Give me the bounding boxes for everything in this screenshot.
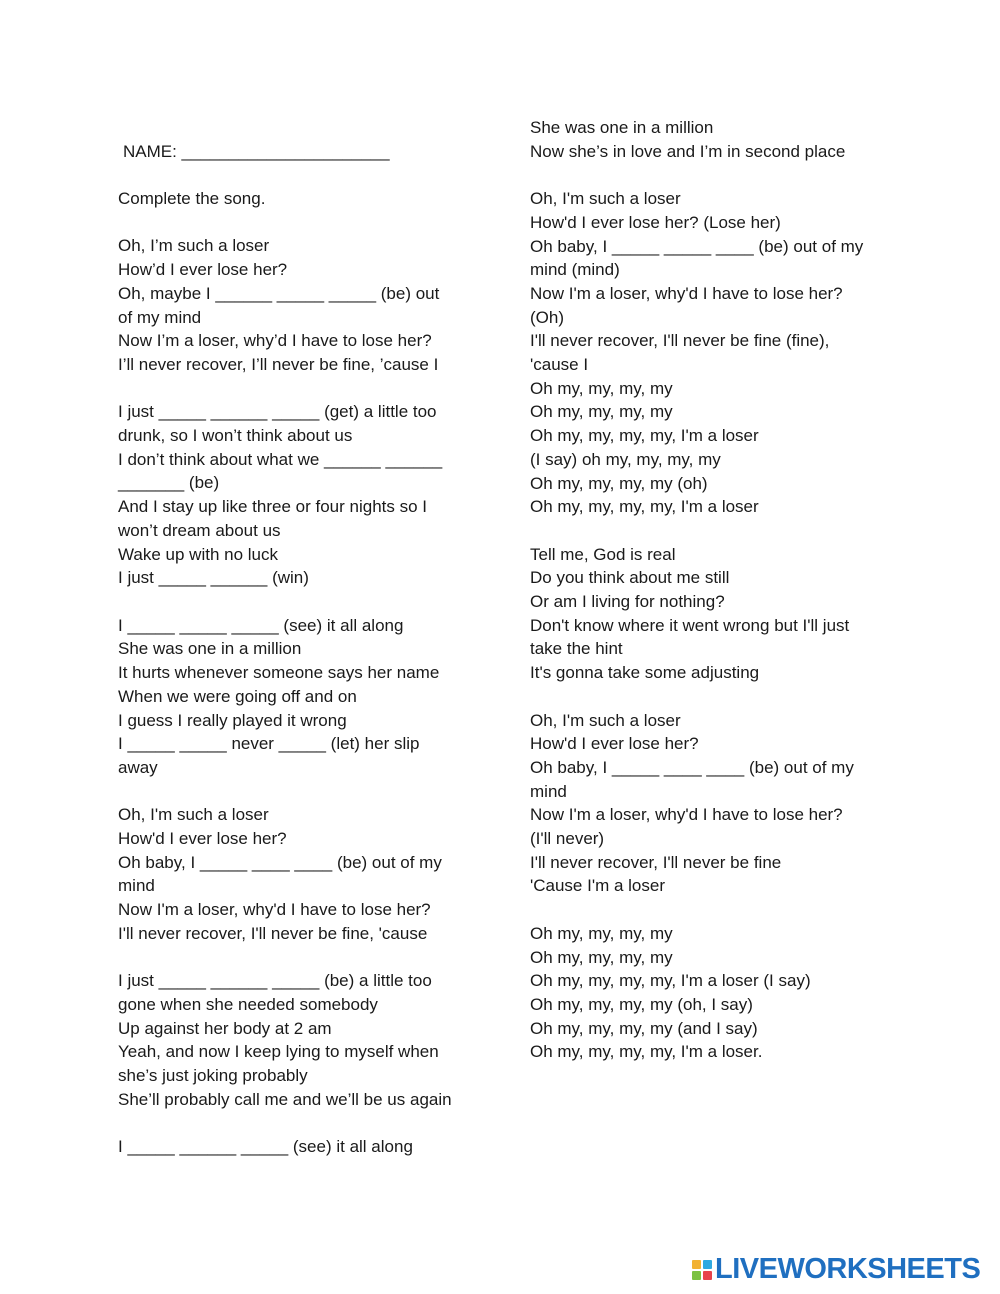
stanza-gap: [530, 519, 895, 543]
lyric-line: Don't know where it went wrong but I'll just: [530, 615, 850, 635]
lyric-line: away: [118, 757, 158, 777]
lyric-line: She was one in a million: [118, 639, 302, 659]
lyric-line: Oh my, my, my, my: [530, 378, 673, 398]
lyric-line: I'll never recover, I'll never be fine, 'cause: [118, 923, 428, 943]
lyric-line: Oh my, my, my, my, I'm a loser.: [530, 1042, 763, 1062]
lyric-line: I _____ _____ _____ (see) it all along: [118, 615, 404, 635]
stanza-gap: [118, 590, 478, 614]
lyric-line: Yeah, and now I keep lying to myself when: [118, 1042, 439, 1062]
lyric-line: Oh baby, I _____ ____ ____ (be) out of my: [530, 757, 854, 777]
lyric-line: gone when she needed somebody: [118, 994, 378, 1014]
lyric-line: Tell me, God is real: [530, 544, 676, 564]
name-field[interactable]: NAME: ______________________: [123, 141, 390, 161]
lyric-line: Oh baby, I _____ ____ ____ (be) out of my: [118, 852, 442, 872]
lyric-line: Oh my, my, my, my (and I say): [530, 1018, 758, 1038]
left-column: [118, 116, 478, 1159]
stanza-gap: [118, 211, 478, 235]
lyric-line: 'cause I: [530, 355, 589, 375]
lyric-line: Oh, I'm such a loser: [530, 710, 681, 730]
lyric-line: I'll never recover, I'll never be fine: [530, 852, 782, 872]
lyric-line: I just _____ ______ _____ (get) a little too: [118, 402, 437, 422]
lyric-line: (I say) oh my, my, my, my: [530, 449, 721, 469]
lyric-line: drunk, so I won’t think about us: [118, 426, 353, 446]
lyric-line: Oh, I’m such a loser: [118, 236, 270, 256]
right-column: [530, 116, 895, 1064]
lyric-line: Do you think about me still: [530, 568, 730, 588]
logo-text: LIVEWORKSHEETS: [715, 1253, 981, 1285]
lyric-line: Oh my, my, my, my, I'm a loser: [530, 497, 759, 517]
lyric-line: Oh, I'm such a loser: [530, 189, 681, 209]
lyric-line: She was one in a million: [530, 118, 714, 137]
stanza-gap: [118, 116, 478, 140]
lyric-line: How’d I ever lose her?: [118, 260, 288, 280]
logo-icon: [692, 1260, 712, 1280]
lyric-line: Oh my, my, my, my (oh): [530, 473, 708, 493]
lyric-line: Oh, I'm such a loser: [118, 805, 269, 825]
lyric-line: I'll never recover, I'll never be fine (fine),: [530, 331, 830, 351]
lyric-line: How'd I ever lose her?: [118, 829, 287, 848]
lyric-line: I just _____ ______ _____ (be) a little too: [118, 971, 432, 991]
lyric-line: Oh my, my, my, my, I'm a loser: [530, 426, 759, 446]
lyric-line: I don’t think about what we ______ ______: [118, 449, 443, 469]
lyric-line: Oh my, my, my, my: [530, 923, 673, 943]
stanza-gap: [118, 780, 478, 804]
lyric-line: Now she’s in love and I’m in second place: [530, 141, 846, 161]
lyric-line: I’ll never recover, I’ll never be fine, ’cause I: [118, 354, 439, 374]
lyric-line: mind (mind): [530, 260, 620, 280]
lyric-line: When we were going off and on: [118, 686, 357, 706]
lyric-line: Now I’m a loser, why’d I have to lose her?: [118, 331, 432, 351]
lyric-line: (Oh): [530, 307, 564, 327]
lyric-line: Or am I living for nothing?: [530, 592, 725, 612]
lyric-line: Oh, maybe I ______ _____ _____ (be) out: [118, 283, 440, 303]
stanza-gap: [530, 685, 895, 709]
lyric-line: I just _____ ______ (win): [118, 568, 309, 588]
lyric-line: 'Cause I'm a loser: [530, 876, 665, 896]
liveworksheets-logo[interactable]: [692, 1255, 980, 1284]
lyric-line: How'd I ever lose her? (Lose her): [530, 212, 781, 232]
lyric-line: Up against her body at 2 am: [118, 1018, 332, 1038]
lyric-line: Now I'm a loser, why'd I have to lose her?: [530, 805, 843, 825]
lyric-line: she’s just joking probably: [118, 1066, 308, 1086]
lyric-line: Now I'm a loser, why'd I have to lose her?: [118, 900, 431, 920]
lyric-line: Wake up with no luck: [118, 544, 278, 564]
lyric-line: It's gonna take some adjusting: [530, 663, 760, 683]
lyric-line: of my mind: [118, 307, 202, 327]
lyric-line: Complete the song.: [118, 189, 266, 209]
lyric-line: I _____ _____ never _____ (let) her slip: [118, 734, 420, 754]
lyric-line: Oh my, my, my, my (oh, I say): [530, 994, 753, 1014]
stanza-gap: [118, 163, 478, 187]
lyric-line: mind: [530, 781, 567, 801]
stanza-gap: [530, 898, 895, 922]
lyric-line: mind: [118, 876, 155, 896]
lyric-line: I _____ ______ _____ (see) it all along: [118, 1137, 413, 1157]
lyric-line: How'd I ever lose her?: [530, 734, 699, 754]
lyric-line: Now I'm a loser, why'd I have to lose her?: [530, 283, 843, 303]
lyric-line: I guess I really played it wrong: [118, 710, 347, 730]
lyric-line: And I stay up like three or four nights so I: [118, 497, 427, 517]
lyric-line: Oh my, my, my, my, I'm a loser (I say): [530, 971, 811, 991]
lyric-line: She’ll probably call me and we’ll be us again: [118, 1089, 452, 1109]
lyric-line: _______ (be): [118, 473, 220, 493]
stanza-gap: [530, 163, 895, 187]
lyric-line: Oh my, my, my, my: [530, 947, 673, 967]
stanza-gap: [118, 1111, 478, 1135]
lyric-line: (I'll never): [530, 829, 605, 849]
lyric-line: Oh my, my, my, my: [530, 402, 673, 422]
lyric-line: Oh baby, I _____ _____ ____ (be) out of my: [530, 236, 864, 256]
lyric-line: won’t dream about us: [118, 520, 281, 540]
stanza-gap: [118, 377, 478, 401]
lyric-line: take the hint: [530, 639, 623, 659]
lyric-line: It hurts whenever someone says her name: [118, 663, 440, 683]
stanza-gap: [118, 946, 478, 970]
